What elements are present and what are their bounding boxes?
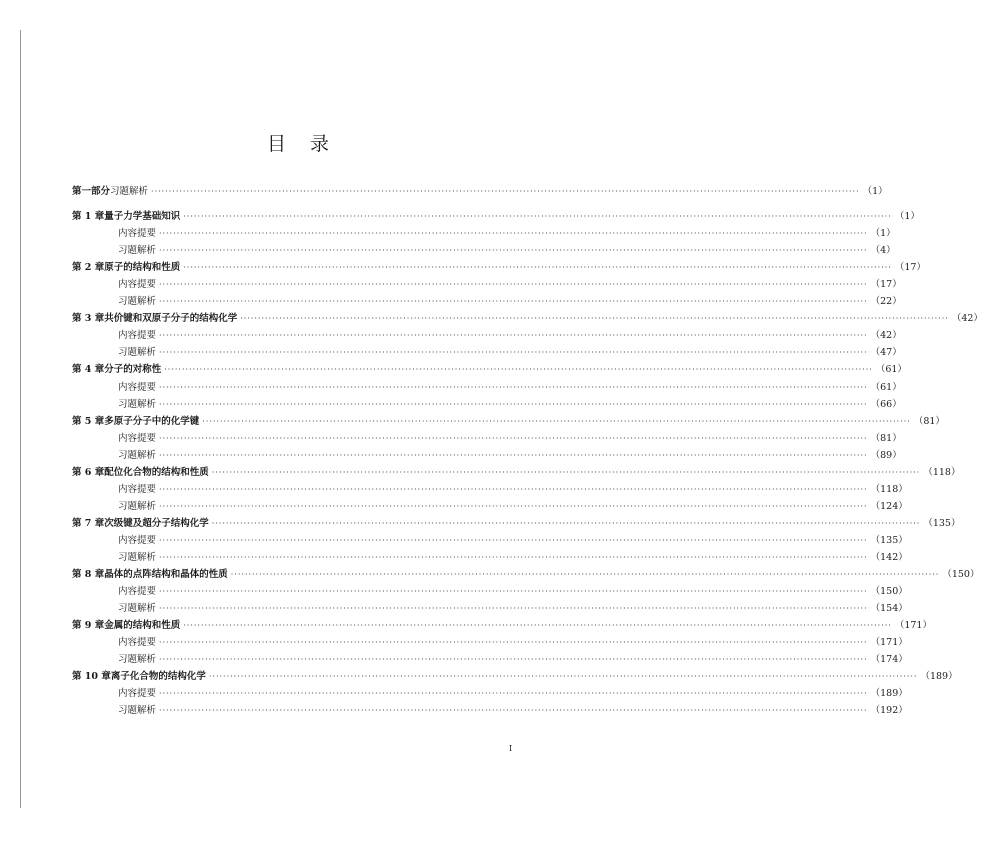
toc-section[interactable] — [118, 279, 902, 291]
toc-section[interactable] — [118, 449, 902, 462]
section-page: （1） — [870, 228, 896, 240]
section-title: 内容提要 — [118, 483, 157, 495]
toc-section[interactable] — [118, 534, 908, 547]
dot-leader: ········································································································································································································ — [230, 570, 940, 580]
dot-leader: ········································································································································································································ — [164, 365, 873, 375]
toc-chapter[interactable] — [72, 620, 932, 632]
section-title: 习题解析 — [118, 347, 157, 359]
section-title: 内容提要 — [118, 586, 157, 598]
toc-part[interactable] — [72, 186, 888, 198]
section-page: （17） — [870, 279, 902, 291]
chapter-title: 多原子分子中的化学键 — [104, 415, 200, 427]
chapter-number: 第 9 章 — [72, 620, 105, 632]
dot-leader: ········································································································································································································ — [159, 331, 868, 341]
part-title: 习题解析 — [110, 186, 149, 197]
section-page: （89） — [870, 449, 902, 461]
dot-leader: ········································································································································································································ — [159, 484, 868, 494]
chapter-page: （135） — [923, 517, 961, 529]
dot-leader: ········································································································································································································ — [159, 587, 868, 597]
toc-chapter[interactable] — [72, 415, 945, 428]
part-page: （1） — [862, 186, 888, 197]
toc-chapter[interactable] — [72, 671, 958, 683]
dot-leader: ········································································································································································································ — [159, 399, 868, 409]
toc-section[interactable] — [118, 603, 908, 615]
toc-chapter[interactable] — [72, 313, 983, 325]
dot-leader: ········································································································································································································ — [211, 518, 921, 528]
chapter-title: 次级键及超分子结构化学 — [104, 517, 209, 529]
toc-section[interactable] — [118, 552, 908, 564]
toc-section[interactable] — [118, 586, 908, 598]
chapter-page: （81） — [913, 415, 945, 427]
section-title: 内容提要 — [118, 534, 157, 546]
section-title: 内容提要 — [118, 228, 157, 240]
chapter-number: 第 2 章 — [72, 262, 105, 274]
section-title: 习题解析 — [118, 552, 157, 563]
toc-section[interactable] — [118, 296, 902, 308]
section-page: （42） — [870, 330, 902, 342]
dot-leader: ········································································································································································································ — [159, 229, 868, 239]
section-page: （47） — [870, 347, 902, 359]
toc-section[interactable] — [118, 347, 902, 359]
chapter-number: 第 7 章 — [72, 517, 105, 529]
dot-leader: ········································································································································································································ — [159, 382, 868, 392]
chapter-title: 共价键和双原子分子的结构化学 — [104, 313, 238, 325]
section-page: （4） — [870, 245, 896, 257]
toc-chapter[interactable] — [72, 569, 980, 581]
section-page: （142） — [870, 552, 908, 563]
dot-leader: ········································································································································································································ — [159, 655, 868, 665]
dot-leader: ········································································································································································································ — [159, 246, 868, 256]
chapter-title: 晶体的点阵结构和晶体的性质 — [104, 569, 228, 581]
chapter-title: 离子化合物的结构化学 — [110, 671, 206, 683]
section-page: （66） — [870, 398, 902, 410]
toc-section[interactable] — [118, 705, 908, 717]
dot-leader: ········································································································································································································ — [159, 433, 868, 443]
chapter-number: 第 4 章 — [72, 364, 105, 376]
dot-leader: ········································································································································································································ — [159, 706, 868, 716]
toc-section[interactable] — [118, 688, 908, 700]
toc-chapter[interactable] — [72, 364, 907, 376]
page-number: I — [509, 744, 513, 753]
section-title: 习题解析 — [118, 705, 157, 717]
toc-section[interactable] — [118, 398, 902, 411]
chapter-title: 配位化合物的结构和性质 — [104, 466, 209, 478]
section-title: 内容提要 — [118, 637, 157, 649]
toc-section[interactable] — [118, 245, 896, 257]
dot-leader: ········································································································································································································ — [183, 263, 892, 273]
section-page: （61） — [870, 381, 902, 393]
toc-chapter[interactable] — [72, 211, 920, 223]
dot-leader: ········································································································································································································ — [159, 501, 868, 511]
chapter-page: （118） — [923, 466, 961, 478]
chapter-page: （1） — [894, 211, 920, 222]
section-title: 习题解析 — [118, 654, 157, 666]
chapter-page: （150） — [942, 569, 980, 581]
dot-leader: ········································································································································································································ — [183, 621, 892, 631]
dot-leader: ········································································································································································································ — [159, 348, 868, 358]
section-page: （150） — [870, 586, 908, 598]
section-page: （171） — [870, 637, 908, 649]
section-title: 内容提要 — [118, 381, 157, 393]
toc-chapter[interactable] — [72, 466, 961, 479]
section-title: 习题解析 — [118, 500, 157, 512]
section-title: 内容提要 — [118, 432, 157, 444]
section-title: 习题解析 — [118, 296, 157, 308]
section-page: （189） — [870, 688, 908, 700]
toc-section[interactable] — [118, 637, 908, 649]
section-page: （135） — [870, 534, 908, 546]
section-title: 习题解析 — [118, 245, 157, 257]
section-page: （118） — [870, 483, 908, 495]
chapter-number: 第 1 章 — [72, 211, 105, 222]
section-title: 内容提要 — [118, 688, 157, 700]
dot-leader: ········································································································································································································ — [159, 535, 868, 545]
toc-section[interactable] — [118, 381, 902, 394]
dot-leader: ········································································································································································································ — [159, 553, 868, 562]
chapter-page: （17） — [894, 262, 926, 274]
chapter-page: （189） — [920, 671, 958, 683]
chapter-title: 分子的对称性 — [104, 364, 162, 376]
dot-leader: ········································································································································································································ — [159, 297, 868, 307]
chapter-page: （61） — [875, 364, 907, 376]
toc-chapter[interactable] — [72, 517, 961, 530]
section-page: （22） — [870, 296, 902, 308]
part-label: 第一部分 — [72, 186, 111, 197]
chapter-page: （171） — [894, 620, 932, 632]
section-title: 习题解析 — [118, 449, 157, 461]
dot-leader: ········································································································································································································ — [159, 638, 868, 648]
dot-leader: ········································································································································································································ — [159, 450, 868, 460]
dot-leader: ········································································································································································································ — [183, 212, 892, 221]
section-page: （154） — [870, 603, 908, 615]
chapter-number: 第 3 章 — [72, 313, 105, 325]
dot-leader: ········································································································································································································ — [159, 604, 868, 614]
toc-chapter[interactable] — [72, 262, 926, 274]
dot-leader: ········································································································································································································ — [151, 187, 860, 196]
section-page: （124） — [870, 500, 908, 512]
toc-section[interactable] — [118, 432, 902, 445]
dot-leader: ········································································································································································································ — [240, 314, 949, 324]
dot-leader: ········································································································································································································ — [159, 689, 868, 699]
chapter-title: 金属的结构和性质 — [104, 620, 181, 632]
section-page: （81） — [870, 432, 902, 444]
section-title: 习题解析 — [118, 603, 157, 615]
chapter-title: 量子力学基础知识 — [104, 211, 181, 222]
dot-leader: ········································································································································································································ — [202, 416, 911, 426]
toc-section[interactable] — [118, 228, 896, 240]
page-title: 目录 — [266, 132, 353, 155]
chapter-title: 原子的结构和性质 — [104, 262, 181, 274]
section-title: 内容提要 — [118, 330, 157, 342]
section-page: （174） — [870, 654, 908, 666]
section-page: （192） — [870, 705, 908, 717]
section-title: 内容提要 — [118, 279, 157, 291]
chapter-number: 第 5 章 — [72, 415, 105, 427]
dot-leader: ········································································································································································································ — [159, 280, 868, 290]
chapter-number: 第 8 章 — [72, 569, 105, 581]
chapter-number: 第 10 章 — [72, 671, 111, 683]
toc-section[interactable] — [118, 483, 908, 496]
section-title: 习题解析 — [118, 398, 157, 410]
dot-leader: ········································································································································································································ — [208, 672, 918, 682]
toc-section[interactable] — [118, 654, 908, 666]
toc-section[interactable] — [118, 500, 908, 513]
toc-section[interactable] — [118, 330, 902, 342]
chapter-page: （42） — [951, 313, 983, 325]
chapter-number: 第 6 章 — [72, 466, 105, 478]
dot-leader: ········································································································································································································ — [211, 467, 921, 477]
